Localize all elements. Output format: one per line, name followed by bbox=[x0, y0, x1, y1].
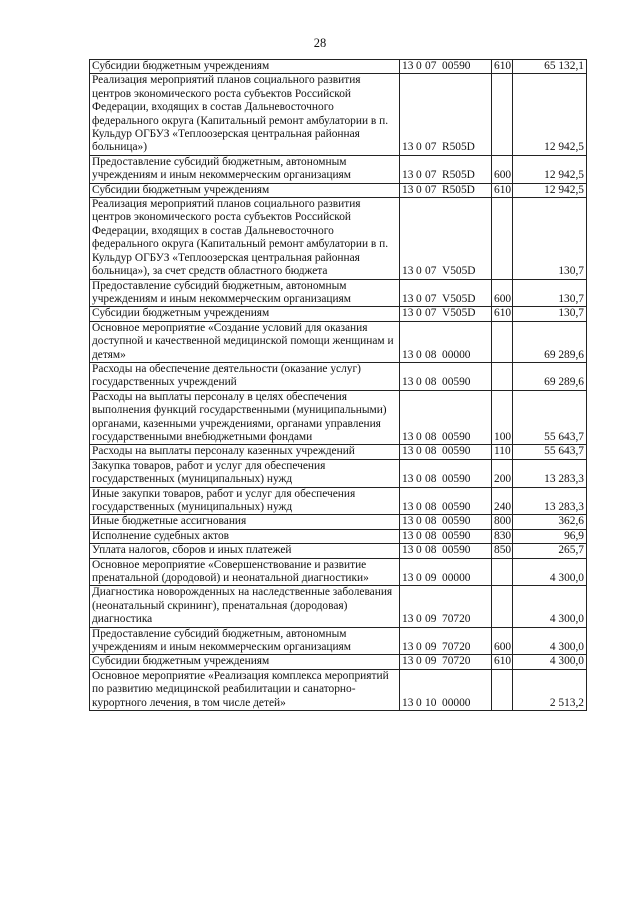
table-row bbox=[90, 515, 587, 529]
program-code bbox=[400, 544, 492, 558]
row-name: Реализация мероприятий планов социального развития центров экономического роста субъектов Российской Федерации, входящих в состав Дальневосточного федерального округа (Капитальный ремонт амбулатории в п. Кульдур ОГБУЗ «Теплоозерская центральная районная больница») bbox=[90, 74, 400, 155]
code-part-p4: 00590 bbox=[442, 376, 471, 389]
code-part-p1: 13 bbox=[402, 515, 414, 528]
code-part-p2: 0 bbox=[416, 292, 422, 305]
code-part-p4: V505D bbox=[442, 265, 476, 278]
code-part-p2: 0 bbox=[416, 445, 422, 458]
code-part-p2: 0 bbox=[416, 183, 422, 196]
table-row bbox=[90, 445, 587, 459]
code-part-p4: 00590 bbox=[442, 430, 471, 443]
code-part-p1: 13 bbox=[402, 501, 414, 513]
code-part-p3: 08 bbox=[425, 544, 437, 557]
amount: 12 942,5 bbox=[513, 155, 587, 183]
code-part-p3: 09 bbox=[425, 572, 437, 585]
amount: 65 132,1 bbox=[513, 60, 587, 74]
table-row bbox=[90, 321, 587, 362]
code-part-p1: 13 bbox=[402, 169, 414, 182]
program-code bbox=[400, 198, 492, 279]
code-part-p1: 13 bbox=[402, 60, 414, 72]
table-row bbox=[90, 655, 587, 669]
code-part-p3: 08 bbox=[425, 376, 437, 389]
amount: 130,7 bbox=[513, 307, 587, 321]
amount: 69 289,6 bbox=[513, 362, 587, 390]
program-code bbox=[400, 321, 492, 362]
expense-type-code: 610 bbox=[492, 183, 513, 197]
row-name: Расходы на обеспечение деятельности (оказание услуг) государственных учреждений bbox=[90, 362, 400, 390]
table-row bbox=[90, 390, 587, 445]
code-part-p3: 07 bbox=[425, 265, 437, 278]
code-part-p1: 13 bbox=[402, 183, 414, 196]
code-part-p1: 13 bbox=[402, 265, 414, 278]
code-part-p1: 13 bbox=[402, 473, 414, 486]
code-part-p2: 0 bbox=[416, 696, 422, 709]
program-code bbox=[400, 558, 492, 586]
code-part-p3: 07 bbox=[425, 141, 437, 154]
amount: 4 300,0 bbox=[513, 627, 587, 655]
expense-type-code: 200 bbox=[492, 459, 513, 487]
page-number: 28 bbox=[313, 36, 327, 50]
code-part-p2: 0 bbox=[416, 169, 422, 182]
expense-type-code: 600 bbox=[492, 279, 513, 307]
amount: 2 513,2 bbox=[513, 669, 587, 710]
code-part-p4: 00000 bbox=[442, 348, 471, 361]
program-code bbox=[400, 74, 492, 155]
row-name: Расходы на выплаты персоналу казенных учреждений bbox=[90, 445, 400, 459]
row-name: Расходы на выплаты персоналу в целях обеспечения выполнения функций государственными (муниципальными) органами, казенными учреждениями, органами управления государственными внебюджетными фондами bbox=[90, 390, 400, 445]
program-code bbox=[400, 155, 492, 183]
code-part-p1: 13 bbox=[402, 544, 414, 557]
code-part-p1: 13 bbox=[402, 613, 414, 626]
amount: 130,7 bbox=[513, 279, 587, 307]
code-part-p3: 09 bbox=[425, 655, 437, 668]
amount: 13 283,3 bbox=[513, 459, 587, 487]
table-row bbox=[90, 74, 587, 155]
code-part-p2: 0 bbox=[416, 473, 422, 486]
amount: 13 283,3 bbox=[513, 487, 587, 515]
table-row bbox=[90, 279, 587, 307]
code-part-p4: 00000 bbox=[442, 696, 471, 709]
code-part-p3: 07 bbox=[425, 292, 437, 305]
code-part-p2: 0 bbox=[416, 501, 422, 513]
expense-type-code: 850 bbox=[492, 544, 513, 558]
table-row bbox=[90, 60, 587, 74]
code-part-p2: 0 bbox=[416, 655, 422, 668]
program-code bbox=[400, 669, 492, 710]
expense-type-code: 610 bbox=[492, 60, 513, 74]
code-part-p4: R505D bbox=[442, 141, 475, 154]
program-code bbox=[400, 627, 492, 655]
expense-type-code bbox=[492, 362, 513, 390]
code-part-p1: 13 bbox=[402, 307, 414, 320]
program-code bbox=[400, 279, 492, 307]
expense-type-code bbox=[492, 558, 513, 586]
table-row bbox=[90, 627, 587, 655]
code-part-p2: 0 bbox=[416, 613, 422, 626]
code-part-p3: 08 bbox=[425, 430, 437, 443]
code-part-p3: 08 bbox=[425, 529, 437, 542]
expense-type-code: 610 bbox=[492, 307, 513, 321]
code-part-p3: 08 bbox=[425, 515, 437, 528]
amount: 265,7 bbox=[513, 544, 587, 558]
row-name: Предоставление субсидий бюджетным, автономным учреждениям и иным некоммерческим организациям bbox=[90, 279, 400, 307]
code-part-p4: 00590 bbox=[442, 544, 471, 557]
code-part-p3: 07 bbox=[425, 307, 437, 320]
code-part-p2: 0 bbox=[416, 307, 422, 320]
code-part-p2: 0 bbox=[416, 60, 422, 72]
table-row bbox=[90, 459, 587, 487]
table-row bbox=[90, 529, 587, 543]
row-name: Субсидии бюджетным учреждениям bbox=[90, 60, 400, 74]
row-name: Субсидии бюджетным учреждениям bbox=[90, 183, 400, 197]
expense-type-code: 600 bbox=[492, 155, 513, 183]
code-part-p3: 07 bbox=[425, 60, 437, 72]
code-part-p2: 0 bbox=[416, 529, 422, 542]
table-row bbox=[90, 586, 587, 627]
table-row bbox=[90, 669, 587, 710]
expense-type-code bbox=[492, 321, 513, 362]
program-code bbox=[400, 445, 492, 459]
expense-type-code bbox=[492, 198, 513, 279]
code-part-p4: R505D bbox=[442, 169, 475, 182]
program-code bbox=[400, 655, 492, 669]
row-name: Исполнение судебных актов bbox=[90, 529, 400, 543]
code-part-p1: 13 bbox=[402, 696, 414, 709]
code-part-p1: 13 bbox=[402, 348, 414, 361]
expense-type-code: 600 bbox=[492, 627, 513, 655]
row-name: Закупка товаров, работ и услуг для обеспечения государственных (муниципальных) нужд bbox=[90, 459, 400, 487]
code-part-p1: 13 bbox=[402, 376, 414, 389]
code-part-p3: 08 bbox=[425, 348, 437, 361]
expense-type-code: 610 bbox=[492, 655, 513, 669]
code-part-p4: 70720 bbox=[442, 641, 471, 654]
row-name: Иные бюджетные ассигнования bbox=[90, 515, 400, 529]
code-part-p1: 13 bbox=[402, 445, 414, 458]
program-code bbox=[400, 307, 492, 321]
code-part-p3: 08 bbox=[425, 473, 437, 486]
row-name: Субсидии бюджетным учреждениям bbox=[90, 307, 400, 321]
expense-type-code bbox=[492, 586, 513, 627]
amount: 12 942,5 bbox=[513, 183, 587, 197]
table-row bbox=[90, 558, 587, 586]
amount: 362,6 bbox=[513, 515, 587, 529]
code-part-p3: 09 bbox=[425, 641, 437, 654]
amount: 4 300,0 bbox=[513, 586, 587, 627]
code-part-p4: 00590 bbox=[442, 445, 471, 458]
code-part-p4: R505D bbox=[442, 183, 475, 196]
code-part-p2: 0 bbox=[416, 572, 422, 585]
expense-type-code bbox=[492, 669, 513, 710]
table-row bbox=[90, 487, 587, 515]
budget-table bbox=[89, 59, 587, 711]
row-name: Реализация мероприятий планов социального развития центров экономического роста субъектов Российской Федерации, входящих в состав Дальневосточного федерального округа (Капитальный ремонт амбулатории в п. Кульдур ОГБУЗ «Теплоозерская центральная районная больница»), за счет средств областного бюджета bbox=[90, 198, 400, 279]
program-code bbox=[400, 459, 492, 487]
program-code bbox=[400, 515, 492, 529]
expense-type-code: 110 bbox=[492, 445, 513, 459]
code-part-p1: 13 bbox=[402, 292, 414, 305]
code-part-p2: 0 bbox=[416, 430, 422, 443]
amount: 4 300,0 bbox=[513, 655, 587, 669]
amount: 55 643,7 bbox=[513, 390, 587, 445]
row-name: Основное мероприятие «Реализация комплекса мероприятий по развитию медицинской реабилитации и санаторно-курортного лечения, в том числе детей» bbox=[90, 669, 400, 710]
code-part-p4: 00590 bbox=[442, 60, 471, 72]
row-name: Диагностика новорожденных на наследственные заболевания (неонатальный скрининг), пренатальная (дородовая) диагностика bbox=[90, 586, 400, 627]
row-name: Основное мероприятие «Совершенствование и развитие пренатальной (дородовой) и неонатальной диагностики» bbox=[90, 558, 400, 586]
table-row bbox=[90, 183, 587, 197]
expense-type-code: 240 bbox=[492, 487, 513, 515]
code-part-p3: 07 bbox=[425, 183, 437, 196]
row-name: Иные закупки товаров, работ и услуг для обеспечения государственных (муниципальных) нужд bbox=[90, 487, 400, 515]
amount: 12 942,5 bbox=[513, 74, 587, 155]
code-part-p3: 09 bbox=[425, 613, 437, 626]
program-code bbox=[400, 183, 492, 197]
code-part-p3: 10 bbox=[425, 696, 437, 709]
code-part-p1: 13 bbox=[402, 141, 414, 154]
code-part-p2: 0 bbox=[416, 348, 422, 361]
program-code bbox=[400, 529, 492, 543]
code-part-p4: 00590 bbox=[442, 529, 471, 542]
program-code bbox=[400, 586, 492, 627]
table-row bbox=[90, 544, 587, 558]
code-part-p4: 00590 bbox=[442, 473, 471, 486]
code-part-p4: 00590 bbox=[442, 515, 471, 528]
code-part-p4: 00590 bbox=[442, 501, 471, 513]
code-part-p4: 70720 bbox=[442, 655, 471, 668]
code-part-p4: 70720 bbox=[442, 613, 471, 626]
code-part-p3: 08 bbox=[425, 501, 437, 513]
code-part-p1: 13 bbox=[402, 655, 414, 668]
row-name: Предоставление субсидий бюджетным, автономным учреждениям и иным некоммерческим организациям bbox=[90, 627, 400, 655]
code-part-p2: 0 bbox=[416, 515, 422, 528]
program-code bbox=[400, 362, 492, 390]
row-name: Уплата налогов, сборов и иных платежей bbox=[90, 544, 400, 558]
expense-type-code bbox=[492, 74, 513, 155]
code-part-p3: 08 bbox=[425, 445, 437, 458]
program-code bbox=[400, 487, 492, 515]
code-part-p3: 07 bbox=[425, 169, 437, 182]
expense-type-code: 830 bbox=[492, 529, 513, 543]
row-name: Основное мероприятие «Создание условий для оказания доступной и качественной медицинской помощи женщинам и детям» bbox=[90, 321, 400, 362]
code-part-p4: 00000 bbox=[442, 572, 471, 585]
table-row bbox=[90, 155, 587, 183]
code-part-p1: 13 bbox=[402, 430, 414, 443]
code-part-p1: 13 bbox=[402, 529, 414, 542]
amount: 55 643,7 bbox=[513, 445, 587, 459]
code-part-p1: 13 bbox=[402, 641, 414, 654]
code-part-p2: 0 bbox=[416, 376, 422, 389]
code-part-p2: 0 bbox=[416, 265, 422, 278]
amount: 96,9 bbox=[513, 529, 587, 543]
code-part-p2: 0 bbox=[416, 141, 422, 154]
code-part-p4: V505D bbox=[442, 292, 476, 305]
table-row bbox=[90, 198, 587, 279]
amount: 69 289,6 bbox=[513, 321, 587, 362]
code-part-p2: 0 bbox=[416, 641, 422, 654]
code-part-p1: 13 bbox=[402, 572, 414, 585]
program-code bbox=[400, 60, 492, 74]
amount: 130,7 bbox=[513, 198, 587, 279]
expense-type-code: 800 bbox=[492, 515, 513, 529]
table-row bbox=[90, 362, 587, 390]
code-part-p4: V505D bbox=[442, 307, 476, 320]
table-row bbox=[90, 307, 587, 321]
row-name: Предоставление субсидий бюджетным, автономным учреждениям и иным некоммерческим организациям bbox=[90, 155, 400, 183]
amount: 4 300,0 bbox=[513, 558, 587, 586]
program-code bbox=[400, 390, 492, 445]
row-name: Субсидии бюджетным учреждениям bbox=[90, 655, 400, 669]
code-part-p2: 0 bbox=[416, 544, 422, 557]
expense-type-code: 100 bbox=[492, 390, 513, 445]
